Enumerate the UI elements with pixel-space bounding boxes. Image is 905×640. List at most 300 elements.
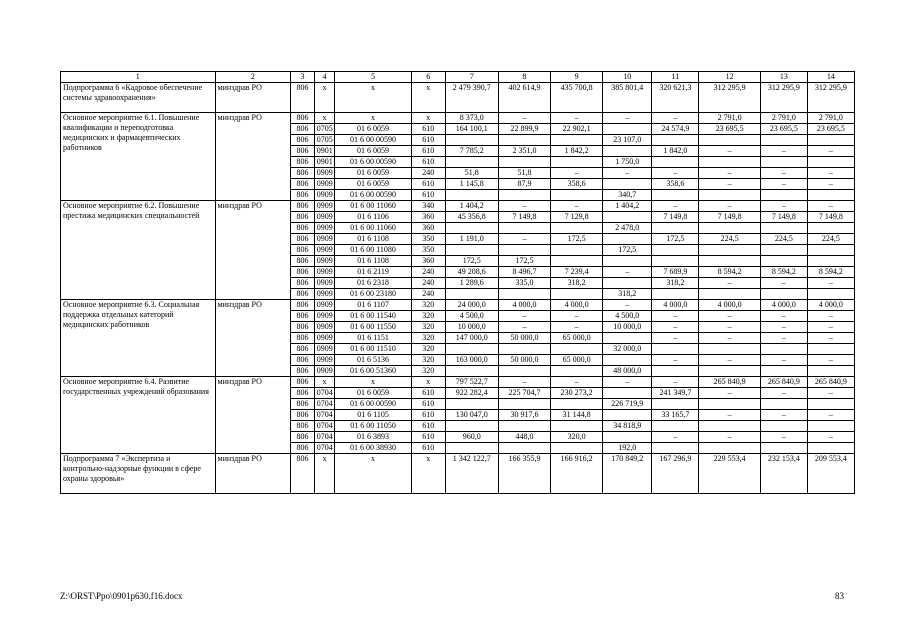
table-cell: 312 295,9 [807,83,854,113]
table-cell: x [411,113,445,124]
table-cell: x [411,454,445,494]
table-cell: 318,2 [603,289,652,300]
table-cell: 610 [411,421,445,432]
table-cell: – [551,113,603,124]
table-cell [760,245,807,256]
table-cell: 232 153,4 [760,454,807,494]
table-cell: – [652,322,699,333]
table-cell: 7 149,8 [760,212,807,223]
table-cell: 806 [291,157,315,168]
table-cell: x [314,83,334,113]
table-cell: – [498,377,550,388]
table-cell: 340 [411,201,445,212]
table-cell: – [807,146,854,157]
table-cell: 240 [411,289,445,300]
table-cell: 0909 [314,278,334,289]
table-cell: 265 840,9 [699,377,760,388]
table-cell: – [807,168,854,179]
table-cell: 4 000,0 [760,300,807,311]
column-header: 13 [760,72,807,83]
table-cell: – [760,432,807,443]
table-cell: x [335,377,412,388]
table-cell: x [411,83,445,113]
table-cell: – [603,113,652,124]
table-cell: 610 [411,157,445,168]
column-header: 8 [498,72,550,83]
table-cell: 312 295,9 [699,83,760,113]
table-cell: – [760,355,807,366]
table-cell [699,135,760,146]
table-cell [445,190,498,201]
table-cell: 806 [291,256,315,267]
program-name: Основное мероприятие 6.4. Развитие государственных учреждений образования [61,377,216,454]
table-cell: 335,0 [498,278,550,289]
table-cell: 1 342 122,7 [445,454,498,494]
table-cell: – [652,311,699,322]
table-cell: 610 [411,179,445,190]
table-cell: 01 6 1108 [335,234,412,245]
table-cell: 166 916,2 [551,454,603,494]
table-cell: 01 6 00 11540 [335,311,412,322]
table-cell [498,135,550,146]
table-cell: 0909 [314,322,334,333]
table-cell: 01 6 00 11080 [335,245,412,256]
table-cell: 806 [291,443,315,454]
executor: минздрав РО [215,377,291,454]
table-cell: – [807,388,854,399]
table-cell: – [652,168,699,179]
table-cell: – [498,201,550,212]
column-header: 9 [551,72,603,83]
table-cell: 610 [411,388,445,399]
table-cell [760,366,807,377]
table-header-row [61,72,855,83]
table-cell: – [498,311,550,322]
table-cell: – [699,410,760,421]
table-cell [603,278,652,289]
program-name: Подпрограмма 6 «Кадровое обеспечение системы здравоохранения» [61,83,216,113]
table-cell: 01 6 1107 [335,300,412,311]
table-cell: – [760,410,807,421]
table-cell [652,399,699,410]
table-cell [760,443,807,454]
table-cell: 7 129,8 [551,212,603,223]
table-cell [498,223,550,234]
table-cell: – [699,322,760,333]
table-cell: 147 000,0 [445,333,498,344]
table-cell [807,421,854,432]
table-cell: 0909 [314,245,334,256]
table-cell: 610 [411,399,445,410]
table-cell [807,344,854,355]
table-cell: – [652,432,699,443]
table-cell: 01 6 1151 [335,333,412,344]
table-cell: 01 6 2119 [335,267,412,278]
table-cell: – [807,355,854,366]
page-number: 83 [835,591,844,601]
table-cell: 0705 [314,124,334,135]
table-cell: 0704 [314,421,334,432]
table-cell [652,256,699,267]
table-cell: – [760,388,807,399]
table-cell: 164 100,1 [445,124,498,135]
table-cell: 0909 [314,256,334,267]
table-cell [807,289,854,300]
table-cell: 4 000,0 [551,300,603,311]
program-name: Основное мероприятие 6.2. Повышение престижа медицинских специальностей [61,201,216,300]
table-cell: 49 208,6 [445,267,498,278]
column-header: 2 [215,72,291,83]
table-cell: 4 000,0 [498,300,550,311]
table-cell [551,223,603,234]
table-cell: 1 404,2 [603,201,652,212]
table-cell: 806 [291,421,315,432]
table-cell: 7 149,8 [498,212,550,223]
table-cell: 806 [291,124,315,135]
executor: минздрав РО [215,113,291,201]
table-cell: 31 144,8 [551,410,603,421]
table-cell: 01 6 00 11060 [335,223,412,234]
column-header: 14 [807,72,854,83]
table-cell [699,256,760,267]
table-cell: – [699,355,760,366]
table-cell: 166 355,9 [498,454,550,494]
table-cell: 01 6 00 11060 [335,201,412,212]
table-cell [760,157,807,168]
table-cell: 33 165,7 [652,410,699,421]
table-cell [498,157,550,168]
table-cell: 806 [291,168,315,179]
table-cell: 350 [411,245,445,256]
table-cell: 0909 [314,289,334,300]
table-cell: 806 [291,278,315,289]
table-cell: 4 000,0 [652,300,699,311]
table-cell: – [807,410,854,421]
table-cell: – [498,322,550,333]
table-cell: 224,5 [760,234,807,245]
table-cell: 230 273,2 [551,388,603,399]
table-cell: 610 [411,135,445,146]
table-cell [445,399,498,410]
column-header: 6 [411,72,445,83]
table-cell: – [699,179,760,190]
table-cell [445,344,498,355]
table-cell: 318,2 [652,278,699,289]
table-cell: 1 750,0 [603,157,652,168]
table-cell: 130 047,0 [445,410,498,421]
table-cell: 209 553,4 [807,454,854,494]
table-cell: – [699,388,760,399]
table-cell: 0909 [314,179,334,190]
table-cell: 0909 [314,223,334,234]
table-cell: x [411,377,445,388]
table-cell: 224,5 [699,234,760,245]
table-cell: 0704 [314,443,334,454]
table-cell: – [603,377,652,388]
table-cell: 2 479 390,7 [445,83,498,113]
table-cell: 50 000,0 [498,355,550,366]
table-cell: 360 [411,212,445,223]
table-cell [603,234,652,245]
table-cell: 7 239,4 [551,267,603,278]
table-cell: – [807,179,854,190]
table-cell [498,344,550,355]
table-row [61,113,855,124]
table-cell: x [314,113,334,124]
table-cell: 806 [291,366,315,377]
table-cell: 10 000,0 [603,322,652,333]
table-cell [498,399,550,410]
table-cell: 30 917,6 [498,410,550,421]
table-cell: 806 [291,190,315,201]
table-cell [699,289,760,300]
table-cell: – [699,311,760,322]
table-cell [699,190,760,201]
table-cell: – [603,267,652,278]
table-cell: 340,7 [603,190,652,201]
table-cell: 0704 [314,388,334,399]
table-cell: 806 [291,432,315,443]
table-cell [551,245,603,256]
file-path: Z:\ORST\Ppo\0901p630.f16.docx [60,591,183,601]
table-cell [652,223,699,234]
table-cell: 87,9 [498,179,550,190]
table-cell: 320 [411,300,445,311]
table-cell: – [551,322,603,333]
executor: минздрав РО [215,201,291,300]
table-cell: 45 356,8 [445,212,498,223]
table-cell: 806 [291,355,315,366]
table-cell: 8 496,7 [498,267,550,278]
table-cell: 806 [291,410,315,421]
table-cell: – [760,311,807,322]
executor: минздрав РО [215,83,291,113]
table-cell [807,256,854,267]
table-cell [551,190,603,201]
table-cell [699,399,760,410]
program-name: Основное мероприятие 6.3. Социальная поддержка отдельных категорий медицинских работников [61,300,216,377]
table-cell [652,344,699,355]
table-cell: 23 695,5 [699,124,760,135]
table-cell: 224,5 [807,234,854,245]
column-header: 11 [652,72,699,83]
table-cell: 806 [291,311,315,322]
table-cell: 806 [291,333,315,344]
table-cell: 01 6 0059 [335,179,412,190]
table-cell: – [760,146,807,157]
table-cell: 172,5 [445,256,498,267]
table-cell: 0909 [314,344,334,355]
table-cell: – [760,168,807,179]
table-cell: 01 6 00 23180 [335,289,412,300]
table-cell [603,179,652,190]
table-cell: 01 6 00 00590 [335,190,412,201]
table-cell: 360 [411,256,445,267]
table-cell: – [652,201,699,212]
table-cell: 320 [411,322,445,333]
table-cell: 65 000,0 [551,333,603,344]
table-cell: 610 [411,443,445,454]
table-cell: 0704 [314,410,334,421]
table-cell: – [551,201,603,212]
table-cell: 01 6 1106 [335,212,412,223]
table-cell: – [760,333,807,344]
table-cell: 24 000,0 [445,300,498,311]
table-cell: 0901 [314,146,334,157]
table-cell [760,421,807,432]
table-cell: 312 295,9 [760,83,807,113]
table-cell [807,245,854,256]
table-cell: 23 107,0 [603,135,652,146]
table-cell [498,443,550,454]
table-cell: 23 695,5 [760,124,807,135]
table-cell: 2 351,0 [498,146,550,157]
table-cell [699,223,760,234]
table-cell: – [699,201,760,212]
table-cell: 0909 [314,366,334,377]
table-cell: 8 594,2 [807,267,854,278]
table-cell: 610 [411,432,445,443]
table-cell [603,146,652,157]
table-cell: x [314,454,334,494]
table-cell: 448,0 [498,432,550,443]
table-cell: – [603,300,652,311]
table-cell: 320 [411,333,445,344]
table-cell [551,135,603,146]
table-row [61,454,855,494]
table-cell: 320 [411,311,445,322]
table-cell: – [652,355,699,366]
table-cell: 01 6 00 00590 [335,399,412,410]
table-cell: x [335,113,412,124]
table-cell: – [699,168,760,179]
column-header: 4 [314,72,334,83]
table-cell [551,344,603,355]
table-cell: 240 [411,267,445,278]
table-cell [807,223,854,234]
column-header: 12 [699,72,760,83]
table-cell: 51,8 [498,168,550,179]
table-cell [603,124,652,135]
table-cell: – [551,377,603,388]
table-cell: 2 791,0 [807,113,854,124]
table-cell: 0909 [314,201,334,212]
table-cell: – [807,322,854,333]
table-cell [603,355,652,366]
table-cell: 7 149,8 [652,212,699,223]
table-cell [699,344,760,355]
table-cell [652,366,699,377]
table-cell: 2 791,0 [760,113,807,124]
table-cell: – [498,113,550,124]
table-cell: 01 6 0059 [335,124,412,135]
table-cell: – [699,278,760,289]
table-cell: 610 [411,190,445,201]
table-cell: 806 [291,83,315,113]
table-cell: 806 [291,344,315,355]
table-row [61,300,855,311]
table-cell: – [603,168,652,179]
table-cell: 51,8 [445,168,498,179]
table-cell [807,135,854,146]
table-cell [652,421,699,432]
table-cell: 360 [411,223,445,234]
table-cell: 402 614,9 [498,83,550,113]
table-cell: 806 [291,454,315,494]
table-cell [760,344,807,355]
table-cell [603,410,652,421]
table-cell: 01 6 1105 [335,410,412,421]
table-cell [652,135,699,146]
table-cell [652,289,699,300]
table-cell: 0909 [314,212,334,223]
table-cell: – [807,278,854,289]
table-cell [699,245,760,256]
table-cell [807,443,854,454]
table-cell [603,432,652,443]
table-cell: 385 801,4 [603,83,652,113]
table-cell: 1 404,2 [445,201,498,212]
executor: минздрав РО [215,300,291,377]
table-cell: – [699,333,760,344]
table-cell [498,421,550,432]
table-cell: 0909 [314,267,334,278]
table-cell [699,157,760,168]
table-row [61,83,855,113]
table-cell: 358,6 [652,179,699,190]
table-cell: 1 289,6 [445,278,498,289]
table-cell: 7 785,2 [445,146,498,157]
table-cell: 0705 [314,135,334,146]
program-name: Основное мероприятие 6.1. Повышение квалификации и переподготовка медицинских и фармацевтических работников [61,113,216,201]
table-cell [699,443,760,454]
table-cell: 01 6 0059 [335,146,412,157]
table-cell: 240 [411,168,445,179]
table-cell: 8 373,0 [445,113,498,124]
table-cell: 0704 [314,432,334,443]
table-cell [760,289,807,300]
table-cell: 806 [291,212,315,223]
budget-table [60,71,855,494]
table-cell [699,366,760,377]
table-cell: – [551,311,603,322]
table-cell: 0909 [314,190,334,201]
table-cell [807,399,854,410]
table-cell: 358,6 [551,179,603,190]
table-cell: 797 522,7 [445,377,498,388]
table-cell: 350 [411,234,445,245]
table-cell: – [498,234,550,245]
table-cell [445,443,498,454]
table-cell [652,245,699,256]
table-cell [551,289,603,300]
table-cell: 229 553,4 [699,454,760,494]
table-cell: x [335,454,412,494]
table-cell [498,289,550,300]
table-cell [551,366,603,377]
table-cell: 172,5 [551,234,603,245]
table-cell [498,190,550,201]
table-cell: – [652,113,699,124]
table-cell: – [807,432,854,443]
table-cell: 01 6 3893 [335,432,412,443]
table-cell: 01 6 00 11510 [335,344,412,355]
table-cell: – [652,333,699,344]
table-cell: 1 191,0 [445,234,498,245]
table-cell: 226 719,9 [603,399,652,410]
table-cell: 241 349,7 [652,388,699,399]
table-cell: 318,2 [551,278,603,289]
